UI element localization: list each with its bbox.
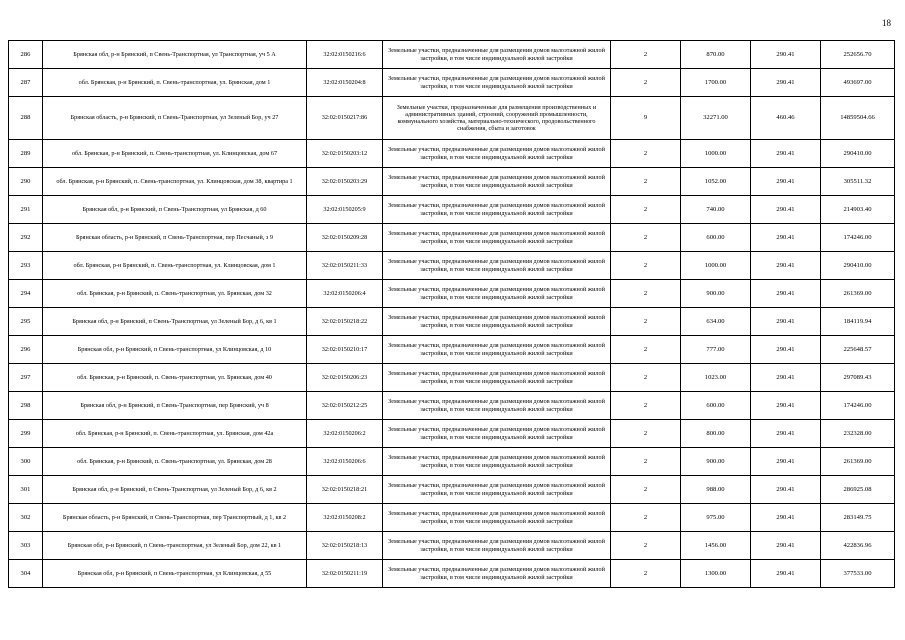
group-code-cell: 2	[611, 140, 681, 168]
area-cell: 1023.00	[681, 364, 751, 392]
land-purpose-cell: Земельные участки, предназначенные для размещения домов малоэтажной жилой застройки, в том числе индивидуальной жилой застройки	[383, 280, 611, 308]
cadastral-number-cell: 32:02:0150209:28	[307, 224, 383, 252]
cadastral-value-cell: 14859504.66	[821, 97, 895, 140]
area-cell: 600.00	[681, 224, 751, 252]
cadastral-number-cell: 32:02:0150211:33	[307, 252, 383, 280]
rate-cell: 290.41	[751, 420, 821, 448]
row-number: 293	[9, 252, 43, 280]
table-row	[9, 280, 895, 308]
cadastral-number-cell: 32:02:0150218:22	[307, 308, 383, 336]
rate-cell: 290.41	[751, 196, 821, 224]
land-purpose-cell: Земельные участки, предназначенные для размещения производственных и административных зданий, строений, сооружений промышленности, коммунального хозяйства, материально-технического, продовольственного снабжения, сбыта и заготовок	[383, 97, 611, 140]
group-code-cell: 2	[611, 420, 681, 448]
rate-cell: 290.41	[751, 476, 821, 504]
address-cell: обл. Брянская, р-н Брянский, п. Свень-транспортная, ул. Брянская, дом 42а	[43, 420, 307, 448]
area-cell: 900.00	[681, 448, 751, 476]
land-purpose-cell: Земельные участки, предназначенные для размещения домов малоэтажной жилой застройки, в том числе индивидуальной жилой застройки	[383, 196, 611, 224]
table-row	[9, 140, 895, 168]
address-cell: обл. Брянская, р-н Брянский, п. Свень-транспортная, ул. Клинцовская, дом 1	[43, 252, 307, 280]
cadastral-value-cell: 283149.75	[821, 504, 895, 532]
cadastral-number-cell: 32:02:0150206:6	[307, 448, 383, 476]
cadastral-value-cell: 422836.96	[821, 532, 895, 560]
area-cell: 870.00	[681, 41, 751, 69]
table-row	[9, 69, 895, 97]
cadastral-value-cell: 174246.00	[821, 392, 895, 420]
table-row	[9, 476, 895, 504]
address-cell: обл. Брянская, р-н Брянский, п. Свень-транспортная, ул. Брянская, дом 28	[43, 448, 307, 476]
cadastral-value-cell: 232328.00	[821, 420, 895, 448]
cadastral-value-cell: 261369.00	[821, 448, 895, 476]
row-number: 290	[9, 168, 43, 196]
table-row	[9, 224, 895, 252]
row-number: 287	[9, 69, 43, 97]
cadastral-value-cell: 252656.70	[821, 41, 895, 69]
group-code-cell: 2	[611, 504, 681, 532]
row-number: 295	[9, 308, 43, 336]
cadastral-value-cell: 493697.00	[821, 69, 895, 97]
land-purpose-cell: Земельные участки, предназначенные для размещения домов малоэтажной жилой застройки, в том числе индивидуальной жилой застройки	[383, 224, 611, 252]
land-purpose-cell: Земельные участки, предназначенные для размещения домов малоэтажной жилой застройки, в том числе индивидуальной жилой застройки	[383, 504, 611, 532]
table-row	[9, 41, 895, 69]
cadastral-value-cell: 261369.00	[821, 280, 895, 308]
area-cell: 1052.00	[681, 168, 751, 196]
table-row	[9, 504, 895, 532]
row-number: 301	[9, 476, 43, 504]
address-cell: Брянская область, р-н Брянский, п Свень-Транспортная, пер Транспортный, д 1, кв 2	[43, 504, 307, 532]
rate-cell: 290.41	[751, 364, 821, 392]
address-cell: Брянская обл, р-н Брянский, п Свень-транспортная, ул Зеленый Бор, дом 22, кв 1	[43, 532, 307, 560]
cadastral-value-cell: 305511.32	[821, 168, 895, 196]
row-number: 289	[9, 140, 43, 168]
cadastral-number-cell: 32:02:0150203:29	[307, 168, 383, 196]
area-cell: 600.00	[681, 392, 751, 420]
area-cell: 777.00	[681, 336, 751, 364]
table-row	[9, 448, 895, 476]
cadastral-value-cell: 290410.00	[821, 252, 895, 280]
rate-cell: 290.41	[751, 69, 821, 97]
address-cell: обл. Брянская, р-н Брянский, п. Свень-транспортная, ул. Брянская, дом 1	[43, 69, 307, 97]
group-code-cell: 2	[611, 476, 681, 504]
rate-cell: 290.41	[751, 308, 821, 336]
address-cell: Брянская обл, р-н Брянский, п Свень-Транспортная, пер Брянский, уч 8	[43, 392, 307, 420]
table-row	[9, 560, 895, 588]
land-purpose-cell: Земельные участки, предназначенные для размещения домов малоэтажной жилой застройки, в том числе индивидуальной жилой застройки	[383, 392, 611, 420]
area-cell: 1300.00	[681, 560, 751, 588]
land-registry-table	[8, 40, 895, 588]
address-cell: обл. Брянская, р-н Брянский, п. Свень-транспортная, ул. Клинцовская, дом 67	[43, 140, 307, 168]
rate-cell: 290.41	[751, 504, 821, 532]
table-row	[9, 392, 895, 420]
table-row	[9, 168, 895, 196]
rate-cell: 290.41	[751, 252, 821, 280]
land-purpose-cell: Земельные участки, предназначенные для размещения домов малоэтажной жилой застройки, в том числе индивидуальной жилой застройки	[383, 252, 611, 280]
cadastral-value-cell: 377533.00	[821, 560, 895, 588]
land-purpose-cell: Земельные участки, предназначенные для размещения домов малоэтажной жилой застройки, в том числе индивидуальной жилой застройки	[383, 69, 611, 97]
row-number: 300	[9, 448, 43, 476]
address-cell: Брянская обл, р-н Брянский, п Свень-транспортная, ул Клинцовская, д 55	[43, 560, 307, 588]
row-number: 298	[9, 392, 43, 420]
group-code-cell: 2	[611, 196, 681, 224]
land-purpose-cell: Земельные участки, предназначенные для размещения домов малоэтажной жилой застройки, в том числе индивидуальной жилой застройки	[383, 364, 611, 392]
cadastral-number-cell: 32:02:0150206:23	[307, 364, 383, 392]
rate-cell: 290.41	[751, 532, 821, 560]
address-cell: обл. Брянская, р-н Брянский, п. Свень-транспортная, ул. Клинцовская, дом 38, квартира 1	[43, 168, 307, 196]
area-cell: 1700.00	[681, 69, 751, 97]
cadastral-value-cell: 174246.00	[821, 224, 895, 252]
land-purpose-cell: Земельные участки, предназначенные для размещения домов малоэтажной жилой застройки, в том числе индивидуальной жилой застройки	[383, 532, 611, 560]
table-row	[9, 336, 895, 364]
rate-cell: 290.41	[751, 392, 821, 420]
cadastral-number-cell: 32:02:0150211:19	[307, 560, 383, 588]
address-cell: Брянская обл, р-н Брянский, п Свень-Транспортная, ул Зеленый Бор, д 6, кв 1	[43, 308, 307, 336]
table-row	[9, 97, 895, 140]
table-row	[9, 252, 895, 280]
address-cell: Брянская область, р-н Брянский, п Свень-Транспортная, пер Песчаный, з 9	[43, 224, 307, 252]
cadastral-value-cell: 290410.00	[821, 140, 895, 168]
cadastral-number-cell: 32:02:0150205:9	[307, 196, 383, 224]
cadastral-number-cell: 32:02:0150206:2	[307, 420, 383, 448]
group-code-cell: 2	[611, 532, 681, 560]
rate-cell: 290.41	[751, 41, 821, 69]
address-cell: Брянская обл, р-н Брянский, п Свень-Транспортная, ул Транспортная, уч 5 А	[43, 41, 307, 69]
rate-cell: 290.41	[751, 336, 821, 364]
cadastral-number-cell: 32:02:0150210:17	[307, 336, 383, 364]
area-cell: 900.00	[681, 280, 751, 308]
table-row	[9, 364, 895, 392]
registry-body	[9, 41, 895, 588]
row-number: 288	[9, 97, 43, 140]
land-purpose-cell: Земельные участки, предназначенные для размещения домов малоэтажной жилой застройки, в том числе индивидуальной жилой застройки	[383, 41, 611, 69]
land-purpose-cell: Земельные участки, предназначенные для размещения домов малоэтажной жилой застройки, в том числе индивидуальной жилой застройки	[383, 140, 611, 168]
cadastral-number-cell: 32:02:0150206:4	[307, 280, 383, 308]
group-code-cell: 2	[611, 168, 681, 196]
cadastral-value-cell: 297089.43	[821, 364, 895, 392]
group-code-cell: 2	[611, 252, 681, 280]
group-code-cell: 2	[611, 392, 681, 420]
cadastral-number-cell: 32:02:0150216:6	[307, 41, 383, 69]
land-purpose-cell: Земельные участки, предназначенные для размещения домов малоэтажной жилой застройки, в том числе индивидуальной жилой застройки	[383, 420, 611, 448]
land-purpose-cell: Земельные участки, предназначенные для размещения домов малоэтажной жилой застройки, в том числе индивидуальной жилой застройки	[383, 336, 611, 364]
address-cell: Брянская область, р-н Брянский, п Свень-Транспортная, ул Зеленый Бор, уч 27	[43, 97, 307, 140]
land-purpose-cell: Земельные участки, предназначенные для размещения домов малоэтажной жилой застройки, в том числе индивидуальной жилой застройки	[383, 560, 611, 588]
row-number: 297	[9, 364, 43, 392]
group-code-cell: 2	[611, 308, 681, 336]
group-code-cell: 2	[611, 41, 681, 69]
cadastral-value-cell: 286925.08	[821, 476, 895, 504]
area-cell: 740.00	[681, 196, 751, 224]
cadastral-number-cell: 32:02:0150204:8	[307, 69, 383, 97]
area-cell: 32271.00	[681, 97, 751, 140]
row-number: 286	[9, 41, 43, 69]
group-code-cell: 9	[611, 97, 681, 140]
cadastral-value-cell: 214903.40	[821, 196, 895, 224]
group-code-cell: 2	[611, 224, 681, 252]
cadastral-number-cell: 32:02:0150208:2	[307, 504, 383, 532]
group-code-cell: 2	[611, 280, 681, 308]
table-row	[9, 196, 895, 224]
rate-cell: 290.41	[751, 140, 821, 168]
row-number: 304	[9, 560, 43, 588]
group-code-cell: 2	[611, 336, 681, 364]
area-cell: 975.00	[681, 504, 751, 532]
group-code-cell: 2	[611, 560, 681, 588]
cadastral-number-cell: 32:02:0150218:21	[307, 476, 383, 504]
cadastral-number-cell: 32:02:0150212:25	[307, 392, 383, 420]
table-row	[9, 532, 895, 560]
area-cell: 1000.00	[681, 140, 751, 168]
land-purpose-cell: Земельные участки, предназначенные для размещения домов малоэтажной жилой застройки, в том числе индивидуальной жилой застройки	[383, 308, 611, 336]
area-cell: 988.00	[681, 476, 751, 504]
land-purpose-cell: Земельные участки, предназначенные для размещения домов малоэтажной жилой застройки, в том числе индивидуальной жилой застройки	[383, 476, 611, 504]
page-number: 18	[882, 18, 891, 28]
row-number: 296	[9, 336, 43, 364]
row-number: 291	[9, 196, 43, 224]
address-cell: обл. Брянская, р-н Брянский, п. Свень-транспортная, ул. Брянская, дом 32	[43, 280, 307, 308]
address-cell: Брянская обл, р-н Брянский, п Свень-Транспортная, ул Брянская, д 60	[43, 196, 307, 224]
land-purpose-cell: Земельные участки, предназначенные для размещения домов малоэтажной жилой застройки, в том числе индивидуальной жилой застройки	[383, 448, 611, 476]
land-purpose-cell: Земельные участки, предназначенные для размещения домов малоэтажной жилой застройки, в том числе индивидуальной жилой застройки	[383, 168, 611, 196]
table-row	[9, 308, 895, 336]
address-cell: Брянская обл, р-н Брянский, п Свень-Транспортная, ул Зеленый Бор, д 6, кв 2	[43, 476, 307, 504]
area-cell: 1456.00	[681, 532, 751, 560]
table-row	[9, 420, 895, 448]
cadastral-number-cell: 32:02:0150217:86	[307, 97, 383, 140]
cadastral-value-cell: 225648.57	[821, 336, 895, 364]
address-cell: обл. Брянская, р-н Брянский, п. Свень-транспортная, ул. Брянская, дом 40	[43, 364, 307, 392]
cadastral-number-cell: 32:02:0150218:13	[307, 532, 383, 560]
address-cell: Брянская обл, р-н Брянский, п Свень-транспортная, ул Клинцовская, д 10	[43, 336, 307, 364]
area-cell: 634.00	[681, 308, 751, 336]
rate-cell: 290.41	[751, 168, 821, 196]
row-number: 299	[9, 420, 43, 448]
row-number: 294	[9, 280, 43, 308]
group-code-cell: 2	[611, 448, 681, 476]
rate-cell: 290.41	[751, 448, 821, 476]
rate-cell: 290.41	[751, 224, 821, 252]
area-cell: 800.00	[681, 420, 751, 448]
rate-cell: 290.41	[751, 560, 821, 588]
row-number: 303	[9, 532, 43, 560]
cadastral-value-cell: 184119.94	[821, 308, 895, 336]
rate-cell: 460.46	[751, 97, 821, 140]
group-code-cell: 2	[611, 69, 681, 97]
area-cell: 1000.00	[681, 252, 751, 280]
rate-cell: 290.41	[751, 280, 821, 308]
row-number: 292	[9, 224, 43, 252]
row-number: 302	[9, 504, 43, 532]
group-code-cell: 2	[611, 364, 681, 392]
cadastral-number-cell: 32:02:0150203:12	[307, 140, 383, 168]
